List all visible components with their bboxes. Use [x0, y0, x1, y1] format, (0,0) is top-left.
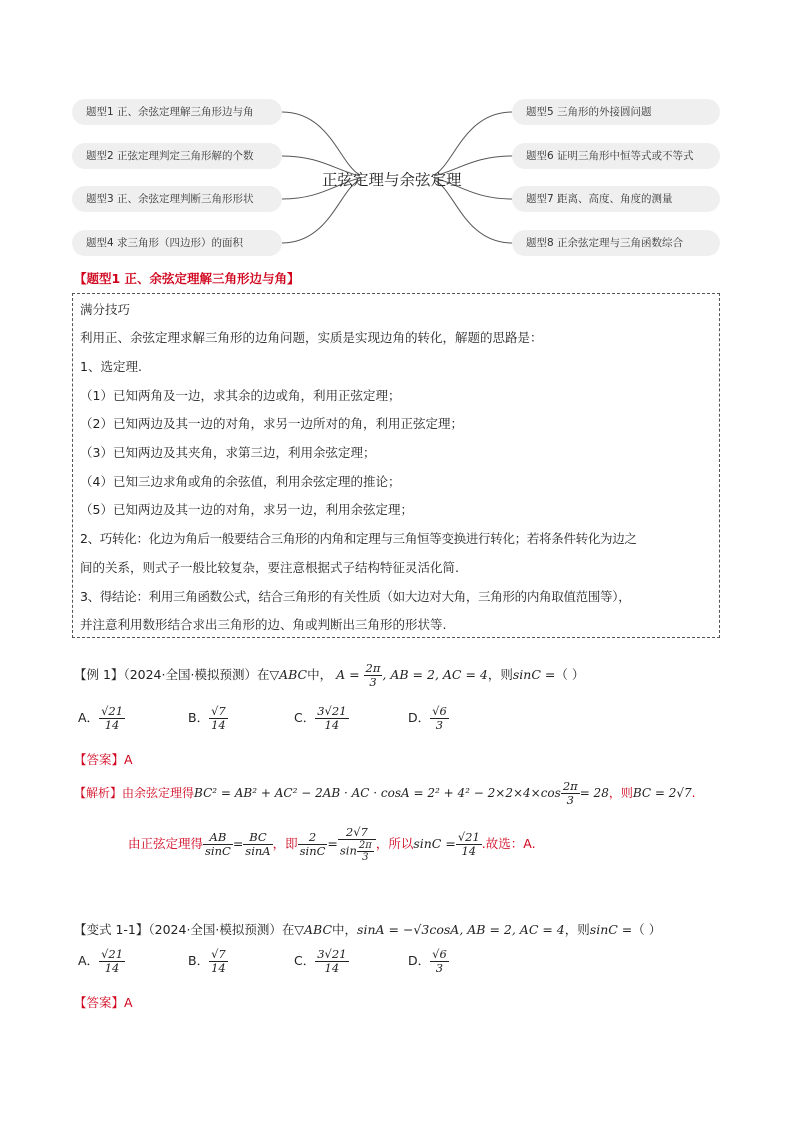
fraction	[203, 831, 233, 858]
fraction-den: 14	[211, 961, 226, 975]
tips-line: （2）已知两边及其一边的对角，求另一边所对的角，利用正弦定理；	[80, 416, 463, 431]
fraction-den: 14	[324, 718, 340, 732]
sinc-expression: sinC =	[413, 836, 456, 851]
mindmap-node-type5: 题型5 三角形的外接圆问题	[512, 99, 720, 125]
section-title: 【题型1 正、余弦定理解三角形边与角】	[74, 271, 300, 286]
tips-line: 并注意利用数形结合求出三角形的边、角或判断出三角形的形状等.	[80, 617, 447, 632]
text: 中，	[307, 667, 333, 682]
option-fraction	[430, 705, 449, 732]
fraction-num: 2π	[562, 779, 578, 793]
example1-source: （2024·全国·模拟预测）在	[123, 667, 270, 682]
text: ，则	[487, 667, 513, 682]
tips-line: 2、巧转化：化边为角后一般要结合三角形的内角和定理与三角恒等变换进行转化；若将条件转化为边之	[80, 531, 637, 546]
fraction-2pi-over-3	[364, 662, 383, 689]
fraction-num: 2π	[358, 840, 372, 851]
option-fraction	[209, 948, 228, 975]
text: .	[531, 836, 536, 851]
text: ，则	[564, 922, 590, 937]
sinc-expression: sinC =	[589, 922, 633, 937]
mindmap-node-type6: 题型6 证明三角形中恒等式或不等式	[512, 143, 720, 169]
text: 由余弦定理得	[122, 786, 195, 800]
option-fraction	[315, 705, 348, 732]
fraction-den: 3	[435, 961, 444, 975]
variant-label: 【变式 1-1】	[74, 922, 149, 937]
answer-blank: （ ）	[632, 922, 662, 937]
text: ，则	[608, 786, 633, 800]
mindmap-node-type2: 题型2 正弦定理判定三角形解的个数	[72, 143, 282, 169]
example1-analysis-line1	[74, 780, 696, 807]
fraction-num: 3√21	[317, 947, 347, 961]
fraction-num: √6	[432, 947, 447, 961]
fraction-den: 14	[324, 961, 340, 975]
tips-line: 间的关系，则式子一般比较复杂，要注意根据式子结构特征灵活化简.	[80, 560, 459, 575]
sinc-expression: sinC =	[512, 667, 556, 682]
triangle-symbol: ▽ABC	[294, 922, 333, 937]
option-label: D．	[408, 710, 431, 725]
fraction-den: 3	[362, 852, 369, 863]
variant-option-a[interactable]	[78, 948, 125, 975]
option-d[interactable]	[408, 705, 449, 732]
option-label: A．	[78, 953, 100, 968]
mindmap-center-title: 正弦定理与余弦定理	[322, 171, 462, 189]
option-label: A．	[78, 710, 100, 725]
analysis-label: 【解析】	[74, 786, 123, 800]
fraction	[456, 831, 482, 858]
fraction-num: 2	[298, 831, 328, 845]
fraction-num: √7	[211, 947, 226, 961]
fraction-den: 3	[369, 675, 377, 689]
fraction-den: 3	[435, 718, 444, 732]
mindmap-node-type8: 题型8 正余弦定理与三角函数综合	[512, 230, 720, 256]
mindmap-node-type3: 题型3 正、余弦定理判断三角形形状	[72, 186, 282, 212]
equals: =	[232, 836, 244, 851]
variant-option-d[interactable]	[408, 948, 449, 975]
tips-line: 利用正、余弦定理求解三角形的边角问题，实质是实现边角的转化，解题的思路是：	[80, 330, 543, 345]
fraction-den: 3	[566, 793, 574, 807]
variant1-question	[74, 920, 661, 938]
text: .	[691, 786, 696, 800]
tips-line: （4）已知三边求角或角的余弦值，利用余弦定理的推论；	[80, 474, 401, 489]
tips-line: 1、选定理.	[80, 359, 142, 374]
result: = 28	[579, 786, 609, 800]
option-fraction	[315, 948, 348, 975]
fraction-num: 2√7	[338, 826, 376, 840]
example1-question	[74, 662, 584, 689]
option-b[interactable]	[188, 705, 228, 732]
answer-value: A	[124, 995, 133, 1010]
option-a[interactable]	[78, 705, 125, 732]
tips-line: （1）已知两角及一边，求其余的边或角，利用正弦定理；	[80, 388, 401, 403]
answer-value: A	[523, 836, 532, 851]
option-label: D．	[408, 953, 431, 968]
option-label: B．	[188, 710, 210, 725]
text: 中，	[332, 922, 358, 937]
answer-label: 【答案】	[74, 752, 125, 767]
answer-value: A	[124, 752, 133, 767]
tips-line: （5）已知两边及其一边的对角，求另一边，利用余弦定理；	[80, 502, 413, 517]
mindmap-node-type1: 题型1 正、余弦定理解三角形边与角	[72, 99, 282, 125]
variant-source: （2024·全国·模拟预测）在	[148, 922, 295, 937]
mindmap-node-type4: 题型4 求三角形（四边形）的面积	[72, 230, 282, 256]
fraction-num: 3√21	[317, 704, 347, 718]
fraction-den: 14	[104, 961, 120, 975]
nested-fraction	[357, 840, 374, 863]
fraction-den: 14	[211, 718, 226, 732]
fraction-num: √21	[101, 704, 124, 718]
angle-a-equation: A =	[336, 667, 360, 682]
example1-label: 【例 1】	[74, 667, 124, 682]
tips-line: 3、得结论：利用三角函数公式，结合三角形的有关性质（如大边对大角，三角形的内角取值范围等），	[80, 589, 631, 604]
tips-line: （3）已知两边及其夹角，求第三边，利用余弦定理；	[80, 445, 376, 460]
fraction-num: AB	[203, 831, 233, 845]
triangle-symbol: ▽ABC	[269, 667, 308, 682]
fraction-den	[338, 840, 376, 863]
text: ，即	[272, 836, 298, 851]
option-fraction	[99, 948, 125, 975]
option-fraction	[209, 705, 228, 732]
variant-option-b[interactable]	[188, 948, 228, 975]
fraction-den: sinA	[245, 844, 271, 858]
sin-text: sin	[339, 843, 357, 858]
fraction-num: √21	[101, 947, 124, 961]
option-label: B．	[188, 953, 210, 968]
example1-answer	[74, 750, 133, 768]
mindmap-node-type7: 题型7 距离、高度、角度的测量	[512, 186, 720, 212]
option-fraction	[430, 948, 449, 975]
conditions: sinA = −√3cosA, AB = 2, AC = 4	[357, 922, 565, 937]
fraction	[338, 826, 376, 863]
tips-title: 满分技巧	[80, 302, 131, 317]
option-c[interactable]	[294, 705, 349, 732]
fraction-den: 14	[461, 844, 477, 858]
option-label: C．	[294, 953, 316, 968]
fraction-num: √21	[457, 830, 480, 844]
answer-label: 【答案】	[74, 995, 125, 1010]
equals: =	[327, 836, 338, 851]
fraction-num: BC	[243, 831, 272, 845]
text: .故选：	[481, 836, 524, 851]
answer-blank: （ ）	[555, 667, 585, 682]
fraction-2pi-over-3	[561, 780, 580, 807]
fraction-den: 14	[104, 718, 120, 732]
variant-option-c[interactable]	[294, 948, 349, 975]
fraction	[298, 831, 328, 858]
fraction-num: √7	[211, 704, 226, 718]
fraction-den: sinC	[299, 844, 326, 858]
option-label: C．	[294, 710, 316, 725]
variant1-answer	[74, 993, 133, 1011]
fraction-num: 2π	[365, 661, 381, 675]
conditions: , AB = 2, AC = 4	[382, 667, 488, 682]
fraction-den: sinC	[205, 844, 231, 858]
cosine-law-expression: BC² = AB² + AC² − 2AB · AC · cosA = 2² + 4² − 2×2×4×cos	[194, 786, 561, 800]
option-fraction	[99, 705, 125, 732]
fraction	[243, 831, 272, 858]
text: 由正弦定理得	[128, 836, 204, 851]
text: ，所以	[375, 836, 414, 851]
fraction-num: √6	[432, 704, 447, 718]
example1-analysis-line2	[128, 826, 536, 863]
bc-result: BC = 2√7	[632, 786, 692, 800]
